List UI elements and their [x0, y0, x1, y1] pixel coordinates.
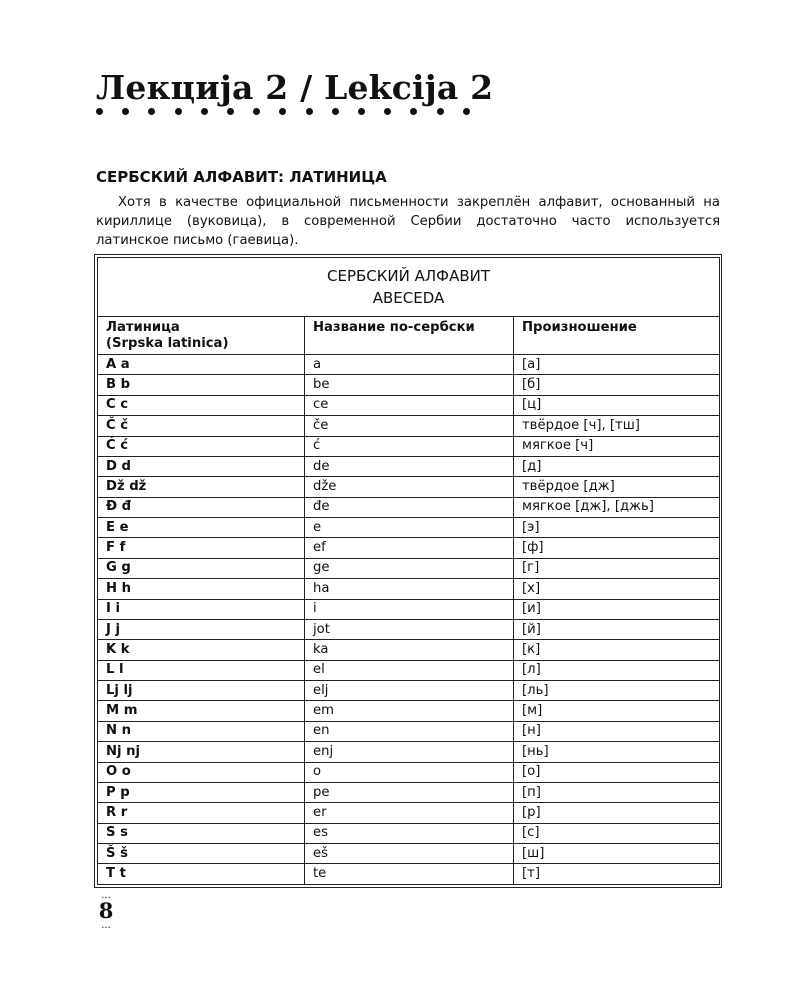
latin-letter-cell: Đ đ — [98, 497, 305, 517]
intro-paragraph: Хотя в качестве официальной письменности закреплён алфавит, основанный на кириллице (вуковица), в современной Сербии достаточно часто используется латинское письмо (гаевица). — [96, 195, 720, 248]
pronunciation-cell: [м] — [514, 701, 720, 721]
serbian-name-cell: če — [305, 416, 514, 436]
table-row — [98, 456, 720, 476]
latin-letter-cell: R r — [98, 803, 305, 823]
table-row — [98, 721, 720, 741]
latin-letter-cell: B b — [98, 375, 305, 395]
title-dot — [306, 108, 313, 115]
page-number-block — [96, 890, 116, 931]
serbian-name-cell: e — [305, 518, 514, 538]
serbian-name-cell: ka — [305, 640, 514, 660]
serbian-name-cell: dže — [305, 477, 514, 497]
table-row — [98, 538, 720, 558]
title-dot — [96, 108, 103, 115]
serbian-name-cell: pe — [305, 782, 514, 802]
pronunciation-cell: [т] — [514, 864, 720, 885]
table-row — [98, 355, 720, 375]
serbian-name-cell: ef — [305, 538, 514, 558]
table-row — [98, 681, 720, 701]
pronunciation-cell: [ц] — [514, 395, 720, 415]
latin-letter-cell: C c — [98, 395, 305, 415]
latin-letter-cell: E e — [98, 518, 305, 538]
table-row — [98, 660, 720, 680]
table-row — [98, 395, 720, 415]
serbian-name-cell: em — [305, 701, 514, 721]
serbian-name-cell: en — [305, 721, 514, 741]
latin-letter-cell: D d — [98, 456, 305, 476]
pronunciation-cell: твёрдое [ч], [тш] — [514, 416, 720, 436]
pronunciation-cell: мягкое [ч] — [514, 436, 720, 456]
title-dot — [437, 108, 444, 115]
table-caption-row — [98, 258, 720, 317]
pronunciation-cell: [д] — [514, 456, 720, 476]
table-row — [98, 477, 720, 497]
page-number-bottom-ticks: ... — [101, 920, 111, 931]
latin-letter-cell: Š š — [98, 844, 305, 864]
latin-letter-cell: M m — [98, 701, 305, 721]
table-row — [98, 497, 720, 517]
table-row — [98, 416, 720, 436]
table-row — [98, 579, 720, 599]
pronunciation-cell: [л] — [514, 660, 720, 680]
title-dot — [384, 108, 391, 115]
page-number-top-ticks: ... — [101, 890, 111, 901]
table-row — [98, 619, 720, 639]
column-header-pronunciation: Произношение — [514, 317, 720, 355]
serbian-name-cell: a — [305, 355, 514, 375]
latin-letter-cell: L l — [98, 660, 305, 680]
pronunciation-cell: [ф] — [514, 538, 720, 558]
latin-letter-cell: J j — [98, 619, 305, 639]
latin-letter-cell: N n — [98, 721, 305, 741]
serbian-name-cell: elj — [305, 681, 514, 701]
pronunciation-cell: твёрдое [дж] — [514, 477, 720, 497]
column-header-latin-line1: Латиница — [106, 320, 180, 335]
pronunciation-cell: [к] — [514, 640, 720, 660]
title-dot — [463, 108, 470, 115]
alphabet-table-frame — [94, 254, 722, 888]
pronunciation-cell: [г] — [514, 558, 720, 578]
table-row — [98, 599, 720, 619]
alphabet-table — [97, 257, 720, 885]
title-dot — [358, 108, 365, 115]
serbian-name-cell: i — [305, 599, 514, 619]
title-dot-rule — [96, 107, 470, 115]
serbian-name-cell: er — [305, 803, 514, 823]
title-dot — [227, 108, 234, 115]
serbian-name-cell: jot — [305, 619, 514, 639]
latin-letter-cell: K k — [98, 640, 305, 660]
table-row — [98, 844, 720, 864]
latin-letter-cell: G g — [98, 558, 305, 578]
title-dot — [253, 108, 260, 115]
page-number: 8 — [98, 898, 114, 923]
latin-letter-cell: O o — [98, 762, 305, 782]
table-row — [98, 436, 720, 456]
pronunciation-cell: [нь] — [514, 742, 720, 762]
table-header-row — [98, 317, 720, 355]
pronunciation-cell: мягкое [дж], [джь] — [514, 497, 720, 517]
serbian-name-cell: ge — [305, 558, 514, 578]
table-row — [98, 375, 720, 395]
table-row — [98, 742, 720, 762]
serbian-name-cell: te — [305, 864, 514, 885]
table-row — [98, 864, 720, 885]
table-caption — [98, 258, 720, 317]
serbian-name-cell: eš — [305, 844, 514, 864]
title-dot — [122, 108, 129, 115]
latin-letter-cell: Nj nj — [98, 742, 305, 762]
pronunciation-cell: [с] — [514, 823, 720, 843]
title-dot — [175, 108, 182, 115]
pronunciation-cell: [р] — [514, 803, 720, 823]
latin-letter-cell: Lj lj — [98, 681, 305, 701]
serbian-name-cell: de — [305, 456, 514, 476]
lesson-title: Лекција 2 / Lekcija 2 — [96, 68, 494, 107]
serbian-name-cell: đe — [305, 497, 514, 517]
latin-letter-cell: S s — [98, 823, 305, 843]
table-body — [98, 355, 720, 885]
table-caption-line1: СЕРБСКИЙ АЛФАВИТ — [327, 267, 491, 285]
latin-letter-cell: T t — [98, 864, 305, 885]
title-dot — [148, 108, 155, 115]
serbian-name-cell: enj — [305, 742, 514, 762]
latin-letter-cell: Ć ć — [98, 436, 305, 456]
pronunciation-cell: [и] — [514, 599, 720, 619]
latin-letter-cell: Dž dž — [98, 477, 305, 497]
serbian-name-cell: be — [305, 375, 514, 395]
pronunciation-cell: [ль] — [514, 681, 720, 701]
title-dot — [410, 108, 417, 115]
pronunciation-cell: [а] — [514, 355, 720, 375]
pronunciation-cell: [й] — [514, 619, 720, 639]
column-header-name: Название по-сербски — [305, 317, 514, 355]
serbian-name-cell: ć — [305, 436, 514, 456]
table-row — [98, 782, 720, 802]
pronunciation-cell: [о] — [514, 762, 720, 782]
latin-letter-cell: A a — [98, 355, 305, 375]
pronunciation-cell: [х] — [514, 579, 720, 599]
serbian-name-cell: el — [305, 660, 514, 680]
serbian-name-cell: o — [305, 762, 514, 782]
table-row — [98, 640, 720, 660]
pronunciation-cell: [н] — [514, 721, 720, 741]
latin-letter-cell: Č č — [98, 416, 305, 436]
latin-letter-cell: I i — [98, 599, 305, 619]
pronunciation-cell: [п] — [514, 782, 720, 802]
serbian-name-cell: ce — [305, 395, 514, 415]
latin-letter-cell: P p — [98, 782, 305, 802]
title-dot — [201, 108, 208, 115]
table-row — [98, 518, 720, 538]
table-caption-line2: ABECEDA — [372, 289, 445, 307]
pronunciation-cell: [б] — [514, 375, 720, 395]
latin-letter-cell: H h — [98, 579, 305, 599]
pronunciation-cell: [ш] — [514, 844, 720, 864]
table-row — [98, 762, 720, 782]
title-dot — [279, 108, 286, 115]
serbian-name-cell: ha — [305, 579, 514, 599]
serbian-name-cell: es — [305, 823, 514, 843]
table-row — [98, 803, 720, 823]
title-dot — [332, 108, 339, 115]
column-header-latin-line2: (Srpska latinica) — [106, 336, 229, 351]
table-row — [98, 701, 720, 721]
latin-letter-cell: F f — [98, 538, 305, 558]
column-header-latin — [98, 317, 305, 355]
table-row — [98, 558, 720, 578]
pronunciation-cell: [э] — [514, 518, 720, 538]
table-row — [98, 823, 720, 843]
section-heading: СЕРБСКИЙ АЛФАВИТ: ЛАТИНИЦА — [96, 168, 387, 186]
